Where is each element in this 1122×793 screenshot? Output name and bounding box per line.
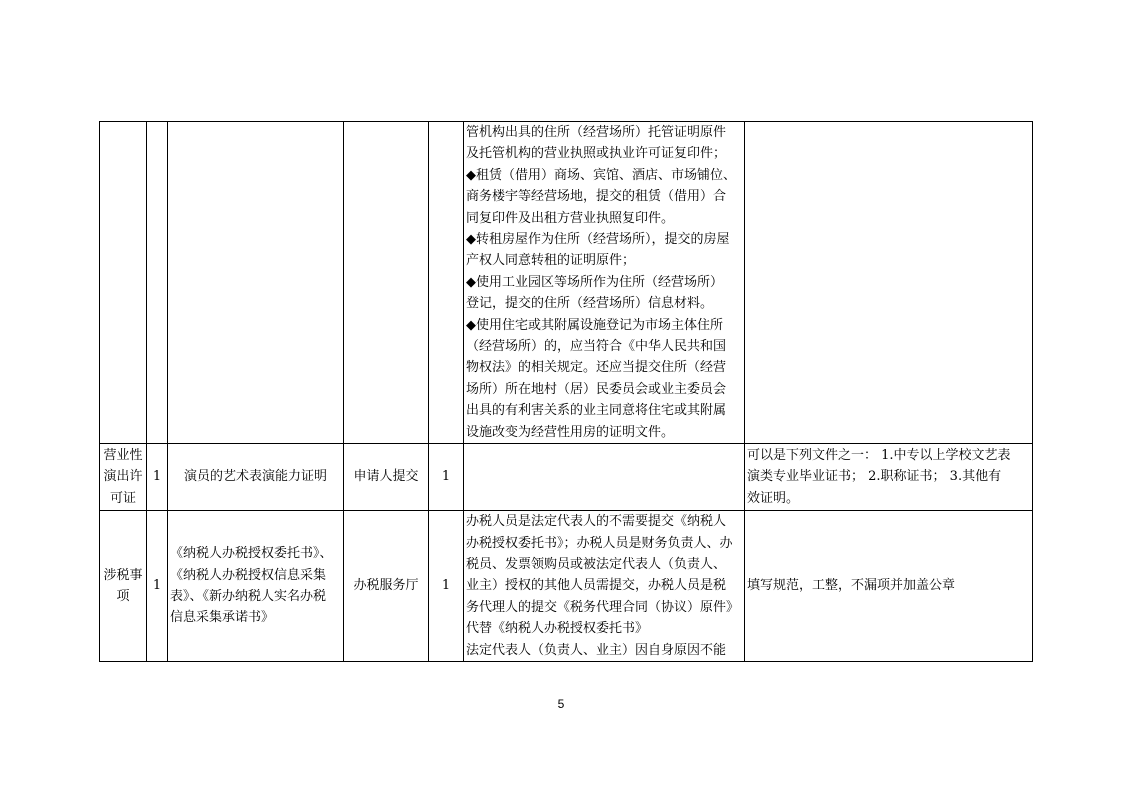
count-cell bbox=[429, 122, 464, 444]
requirement-cell bbox=[464, 511, 745, 662]
requirement-line: 产权人同意转租的证明原件； bbox=[466, 253, 636, 269]
remark-line: 可以是下列文件之一： 1.中专以上学校文艺表 bbox=[747, 447, 1011, 463]
category-cell bbox=[100, 511, 147, 662]
requirement-line: 商务楼宇等经营场地，提交的租赁（借用）合 bbox=[466, 189, 727, 205]
requirement-line: ◆租赁（借用）商场、宾馆、酒店、市场铺位、 bbox=[466, 167, 736, 183]
category-cell bbox=[100, 122, 147, 444]
requirement-line: 代替《纳税人办税授权委托书》 bbox=[466, 621, 649, 637]
page-number: 5 bbox=[557, 697, 565, 711]
remark-cell bbox=[745, 122, 1033, 444]
seq-cell: 1 bbox=[147, 511, 168, 662]
requirement-line: 物权法》的相关规定。还应当提交住所（经营 bbox=[466, 360, 727, 376]
requirement-line: 办税人员是法定代表人的不需要提交《纳税人 bbox=[466, 514, 727, 530]
requirement-line: 设施改变为经营性用房的证明文件。 bbox=[466, 424, 675, 440]
category-line: 营业性 bbox=[103, 447, 143, 463]
table-row bbox=[100, 511, 1033, 662]
material-cell: 演员的艺术表演能力证明 bbox=[168, 444, 344, 511]
remark-cell: 填写规范，工整，不漏项并加盖公章 bbox=[745, 511, 1033, 662]
category-line: 项 bbox=[116, 589, 130, 605]
requirement-line: 出具的有利害关系的业主同意将住宅或其附属 bbox=[466, 403, 727, 419]
source-cell bbox=[344, 122, 429, 444]
remark-line: 效证明。 bbox=[747, 490, 800, 506]
material-cell bbox=[168, 511, 344, 662]
remark-line: 演类专业毕业证书； 2.职称证书； 3.其他有 bbox=[747, 469, 1002, 485]
requirement-line: 法定代表人（负责人、业主）因自身原因不能 bbox=[466, 642, 727, 658]
category-cell bbox=[100, 444, 147, 511]
table-row bbox=[100, 122, 1033, 444]
requirement-line: ◆使用工业园区等场所作为住所（经营场所） bbox=[466, 274, 723, 290]
requirement-line: 税员、发票领购员或被法定代表人（负责人、 bbox=[466, 556, 727, 572]
category-line: 可证 bbox=[109, 490, 136, 506]
requirement-line: 办税授权委托书》；办税人员是财务负责人、办 bbox=[466, 535, 733, 551]
source-cell: 办税服务厅 bbox=[344, 511, 429, 662]
requirement-cell bbox=[464, 122, 745, 444]
requirement-line: （经营场所）的，应当符合《中华人民共和国 bbox=[466, 339, 727, 355]
requirement-line: 场所）所在地村（居）民委员会或业主委员会 bbox=[466, 381, 727, 397]
requirement-line: 务代理人的提交《税务代理合同（协议）原件》 bbox=[466, 599, 740, 615]
requirement-line: ◆转租房屋作为住所（经营场所），提交的房屋 bbox=[466, 232, 730, 248]
requirement-line: 业主）授权的其他人员需提交，办税人员是税 bbox=[466, 578, 727, 594]
category-line: 演出许 bbox=[103, 469, 143, 485]
category-line: 涉税事 bbox=[103, 567, 143, 583]
material-line: 《纳税人办税授权信息采集 bbox=[170, 567, 327, 583]
requirement-cell bbox=[464, 444, 745, 511]
material-line: 信息采集承诺书》 bbox=[170, 610, 275, 626]
material-line: 表》、《新办纳税人实名办税 bbox=[170, 589, 327, 605]
material-line: 《纳税人办税授权委托书》、 bbox=[170, 546, 333, 562]
table-row bbox=[100, 444, 1033, 511]
seq-cell: 1 bbox=[147, 444, 168, 511]
count-cell: 1 bbox=[429, 444, 464, 511]
source-cell: 申请人提交 bbox=[344, 444, 429, 511]
remark-cell bbox=[745, 444, 1033, 511]
requirement-line: 管机构出具的住所（经营场所）托管证明原件 bbox=[466, 125, 727, 140]
material-cell bbox=[168, 122, 344, 444]
requirement-line: 同复印件及出租方营业执照复印件。 bbox=[466, 210, 675, 226]
materials-table bbox=[99, 121, 1033, 662]
requirement-line: 及托管机构的营业执照或执业许可证复印件； bbox=[466, 146, 727, 162]
count-cell: 1 bbox=[429, 511, 464, 662]
seq-cell bbox=[147, 122, 168, 444]
requirement-line: 登记，提交的住所（经营场所）信息材料。 bbox=[466, 296, 714, 312]
requirement-line: ◆使用住宅或其附属设施登记为市场主体住所 bbox=[466, 317, 723, 333]
